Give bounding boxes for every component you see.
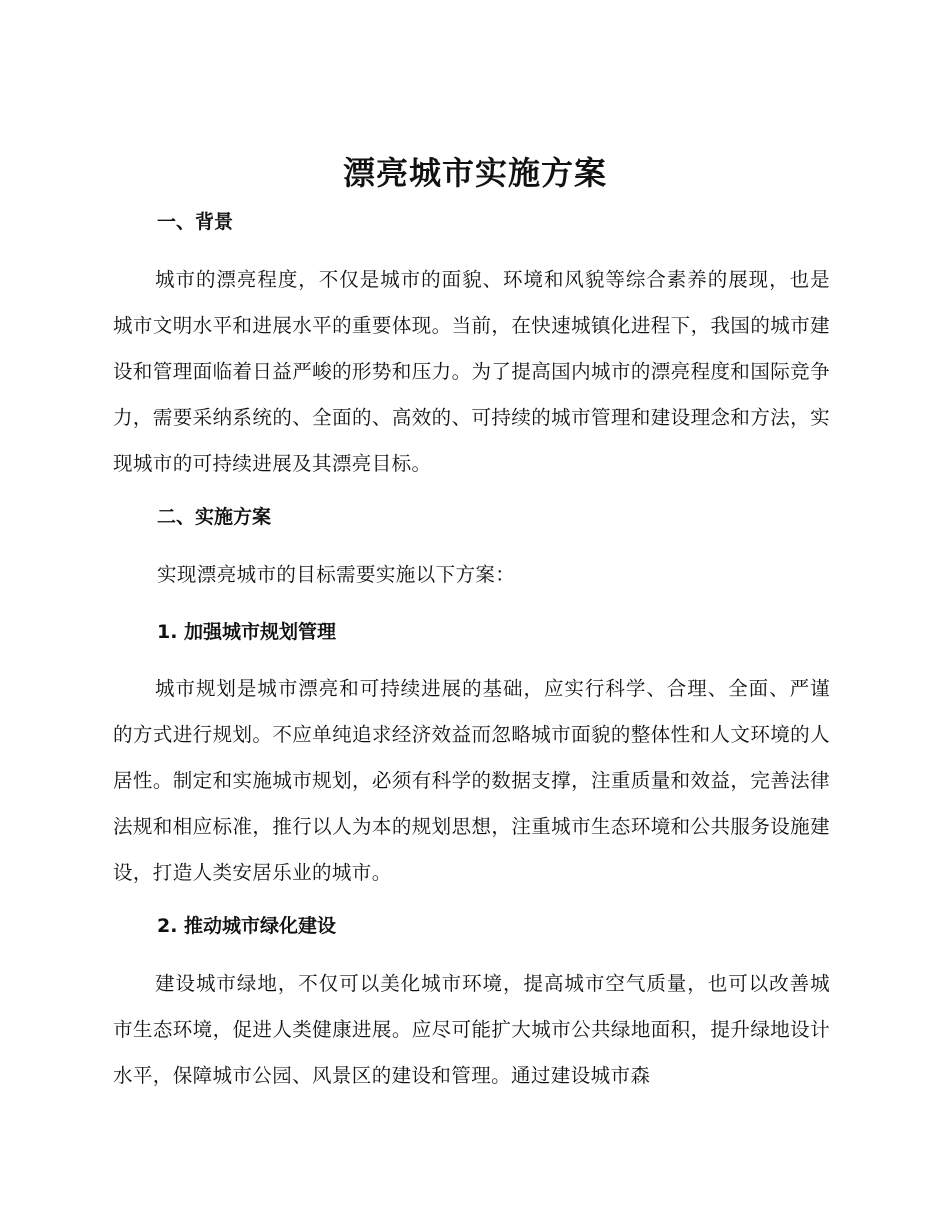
greening-paragraph: 建设城市绿地，不仅可以美化城市环境，提高城市空气质量，也可以改善城市生态环境，促进人类健康进展。应尽可能扩大城市公共绿地面积，提升绿地设计水平，保障城市公园、风景区的建设和管理。通过建设城市森 xyxy=(113,972,830,1087)
item-heading-greening: 2. 推动城市绿化建设 xyxy=(157,915,337,937)
implementation-intro: 实现漂亮城市的目标需要实施以下方案： xyxy=(157,563,516,586)
planning-paragraph: 城市规划是城市漂亮和可持续进展的基础，应实行科学、合理、全面、严谨的方式进行规划。不应单纯追求经济效益而忽略城市面貌的整体性和人文环境的人居性。制定和实施城市规划，必须有科学的数据支撑，注重质量和效益，完善法律法规和相应标准，推行以人为本的规划思想，注重城市生态环境和公共服务设施建设，打造人类安居乐业的城市。 xyxy=(113,677,830,884)
section-heading-implementation: 二、实施方案 xyxy=(157,506,272,528)
background-paragraph: 城市的漂亮程度，不仅是城市的面貌、环境和风貌等综合素养的展现，也是城市文明水平和进展水平的重要体现。当前，在快速城镇化进程下，我国的城市建设和管理面临着日益严峻的形势和压力。为了提高国内城市的漂亮程度和国际竞争力，需要采纳系统的、全面的、高效的、可持续的城市管理和建设理念和方法，实现城市的可持续进展及其漂亮目标。 xyxy=(113,268,830,475)
section-heading-background: 一、背景 xyxy=(157,211,234,233)
document-title: 漂亮城市实施方案 xyxy=(342,154,607,192)
item-heading-planning: 1. 加强城市规划管理 xyxy=(157,621,337,643)
